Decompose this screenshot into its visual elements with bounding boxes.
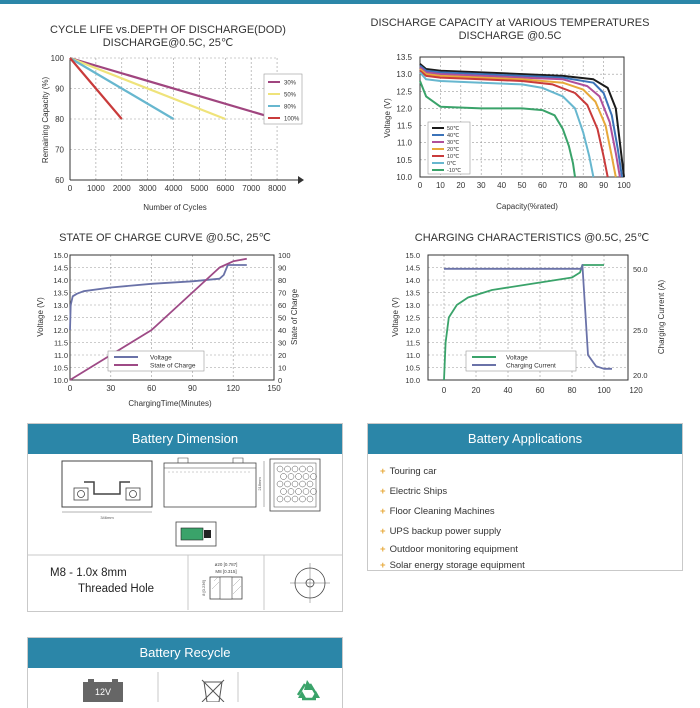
temp-ytick-label: 11.5 [397, 121, 412, 131]
cycle-xtick-label: 4000 [164, 184, 183, 193]
charging-legend-label: Charging Current [506, 362, 556, 370]
charging-ytick-label: 12.5 [405, 313, 420, 323]
cell-vent-circle [296, 489, 302, 495]
cell-vent-circle [277, 481, 283, 487]
cycle-ytick-label: 60 [55, 176, 64, 185]
soc-ytick-label: 12.5 [53, 313, 68, 323]
hole-label-line1: M8 - 1.0x 8mm [50, 567, 127, 579]
soc-xlabel: ChargingTime(Minutes) [128, 399, 212, 408]
temp-xlabel: Capacity(%rated) [496, 202, 558, 211]
soc-xtick-label: 120 [226, 384, 240, 393]
charging-title: CHARGING CHARACTERISTICS @0.5C, 25℃ [414, 232, 650, 244]
soc-y2tick-label: 90 [278, 263, 287, 273]
charging-y2label: Charging Current (A) [657, 279, 666, 355]
soc-ytick-label: 13.0 [53, 301, 68, 310]
temp-xtick-label: 80 [578, 181, 588, 190]
battery-icon-voltage: 12V [94, 687, 112, 697]
application-item: + Outdoor monitoring equipment [380, 544, 518, 555]
cell-vent-circle [300, 496, 306, 502]
dimension-height-text: 218mm [257, 477, 262, 491]
charging-xtick-label: 80 [567, 386, 577, 395]
threaded-hole-label [50, 565, 154, 597]
cycle-legend-label: 50% [284, 92, 297, 99]
temp-ytick-label: 13.5 [396, 53, 412, 62]
cell-vent-circle [303, 474, 309, 480]
cell-vent-circle [311, 474, 317, 480]
soc-y2tick-label: 30 [278, 338, 287, 348]
charging-ytick-label: 10.5 [405, 363, 420, 373]
battery-recycle-title: Battery Recycle [28, 638, 342, 668]
charging-ytick-label: 11.5 [405, 338, 420, 348]
soc-xtick-label: 150 [267, 384, 281, 393]
temp-ylabel: Voltage (V) [383, 98, 392, 138]
charging-y2tick-label: 50.0 [633, 264, 648, 274]
dimension-width-text: 346mm [100, 515, 114, 520]
cycle-legend-label: 100% [284, 116, 300, 123]
temp-legend-label: 50℃ [447, 126, 460, 132]
soc-y2tick-label: 10 [278, 363, 287, 373]
application-item: + Electric Ships [380, 486, 448, 497]
battery-applications-title: Battery Applications [368, 424, 682, 454]
battery-recycle-panel [27, 637, 343, 708]
temp-xtick-label: 70 [558, 181, 568, 190]
soc-ytick-label: 15.0 [53, 251, 68, 260]
application-item: + Touring car [380, 466, 437, 477]
charging-y2tick-label: 25.0 [633, 326, 648, 335]
temp-xtick-label: 60 [537, 181, 547, 190]
hole-dim-outer: ø20 [0.787] [214, 562, 238, 567]
cycle-life-chart [0, 0, 350, 220]
soc-y2tick-label: 50 [278, 313, 287, 323]
soc-ytick-label: 11.0 [53, 351, 68, 360]
soc-y2tick-label: 0 [278, 376, 283, 385]
temp-xtick-label: 90 [599, 181, 609, 190]
cycle-ytick-label: 80 [55, 115, 64, 124]
cell-vent-circle [288, 474, 294, 480]
cell-vent-circle [300, 481, 306, 487]
temp-ytick-label: 10.5 [396, 155, 412, 165]
soc-svg [0, 225, 350, 415]
recycle-icons [28, 668, 342, 702]
temp-xtick-label: 10 [435, 181, 445, 190]
temp-title-1: DISCHARGE CAPACITY at VARIOUS TEMPERATURES [370, 17, 650, 29]
charging-xtick-label: 0 [441, 386, 447, 395]
cycle-xlabel: Number of Cycles [143, 203, 207, 212]
cell-vent-circle [288, 489, 294, 495]
soc-legend-label: Voltage [150, 354, 172, 362]
soc-series-line [70, 265, 247, 330]
cycle-xtick-label: 6000 [216, 184, 235, 193]
cycle-xtick-label: 2000 [112, 184, 131, 193]
temp-xtick-label: 30 [476, 181, 486, 190]
temp-ytick-label: 12.5 [396, 87, 412, 97]
temp-legend-label: 30℃ [447, 140, 460, 146]
cycle-legend-label: 30% [284, 80, 297, 87]
cell-vent-circle [277, 466, 283, 472]
cycle-xtick-label: 5000 [190, 184, 209, 193]
soc-ytick-label: 14.0 [53, 276, 68, 285]
charging-ytick-label: 13.0 [405, 301, 420, 310]
temp-legend-label: 10℃ [447, 154, 460, 160]
application-item: + Floor Cleaning Machines [380, 506, 495, 517]
cycle-title-2: DISCHARGE@0.5C, 25℃ [102, 37, 234, 49]
hole-label-line2: Threaded Hole [78, 583, 155, 595]
cell-vent-circle [307, 496, 313, 502]
battery-applications-panel [367, 423, 683, 571]
plus-icon: + [380, 506, 386, 517]
plus-icon: + [380, 486, 386, 497]
cycle-xtick-label: 1000 [86, 184, 105, 193]
temp-xtick-label: 0 [417, 181, 423, 190]
charging-ytick-label: 15.0 [405, 251, 420, 260]
temp-title-2: DISCHARGE @0.5C [458, 30, 562, 42]
soc-title: STATE OF CHARGE CURVE @0.5C, 25℃ [59, 232, 271, 244]
threaded-hole-section [201, 562, 242, 599]
application-item: + Solar energy storage equipment [380, 560, 525, 571]
soc-ytick-label: 13.5 [53, 288, 68, 298]
soc-xtick-label: 90 [187, 384, 197, 393]
soc-y2tick-label: 60 [278, 301, 287, 310]
temperature-chart [350, 0, 700, 220]
charging-xtick-label: 100 [597, 386, 611, 395]
plus-icon: + [380, 526, 386, 537]
soc-ylabel: Voltage (V) [36, 297, 45, 337]
plus-icon: + [380, 466, 386, 477]
cycle-legend-label: 80% [284, 104, 297, 111]
temp-ytick-label: 13.0 [396, 70, 412, 80]
cell-vent-circle [277, 496, 283, 502]
recycle-icon [298, 680, 320, 699]
soc-ytick-label: 10.0 [53, 376, 68, 385]
temp-legend-label: -10℃ [447, 168, 462, 174]
cycle-life-svg [0, 0, 350, 220]
charging-legend-label: Voltage [506, 354, 528, 362]
cycle-title-1: CYCLE LIFE vs.DEPTH OF DISCHARGE(DOD) [50, 24, 286, 36]
charging-xtick-label: 60 [535, 386, 545, 395]
cell-vent-circle [311, 489, 317, 495]
cell-vent-circle [292, 481, 298, 487]
cell-vent-circle [303, 489, 309, 495]
temp-legend-label: 20℃ [447, 147, 460, 153]
crossed-bin-icon [202, 680, 224, 702]
charging-ylabel: Voltage (V) [391, 297, 400, 337]
soc-chart [0, 225, 350, 415]
cycle-xtick-label: 7000 [242, 184, 261, 193]
battery-icon [83, 679, 123, 702]
temp-xtick-label: 100 [617, 181, 631, 190]
temp-ytick-label: 12.0 [396, 104, 412, 114]
cycle-ylabel: Remaining Capacity (%) [41, 76, 50, 164]
soc-y2tick-label: 40 [278, 326, 287, 335]
soc-y2label: State of Charge [290, 288, 299, 346]
threaded-hole-top-view [290, 563, 330, 603]
plus-icon: + [380, 544, 386, 555]
cycle-xtick-label: 8000 [268, 184, 286, 193]
cell-vent-circle [292, 466, 298, 472]
temp-xtick-label: 50 [517, 181, 527, 190]
cell-vent-circle [307, 481, 313, 487]
cycle-ytick-label: 90 [55, 84, 64, 94]
cell-vent-circle [281, 489, 287, 495]
temp-xtick-label: 20 [456, 181, 466, 190]
soc-xtick-label: 0 [67, 384, 73, 393]
charging-ytick-label: 13.5 [405, 288, 420, 298]
temp-xtick-label: 40 [497, 181, 507, 190]
cell-vent-circle [292, 496, 298, 502]
soc-ytick-label: 12.0 [53, 326, 68, 335]
plus-icon: + [380, 560, 386, 571]
cell-vent-circle [285, 466, 291, 472]
soc-y2tick-label: 70 [278, 288, 287, 298]
temp-legend-label: 40℃ [447, 133, 460, 139]
cell-vent-circle [296, 474, 302, 480]
cell-vent-circle [281, 474, 287, 480]
battery-front-view [62, 461, 152, 520]
battery-side-view [164, 458, 256, 507]
charging-ytick-label: 10.0 [405, 376, 420, 385]
charging-xtick-label: 20 [471, 386, 481, 395]
cycle-xtick-label: 3000 [138, 184, 157, 193]
cell-vent-circle [300, 466, 306, 472]
cycle-ytick-label: 100 [50, 54, 64, 63]
soc-y2tick-label: 100 [278, 251, 291, 260]
temp-ytick-label: 11.0 [397, 138, 412, 148]
charging-ytick-label: 12.0 [405, 326, 420, 335]
cycle-x-arrow [298, 176, 304, 184]
charging-ytick-label: 11.0 [405, 351, 420, 360]
hole-dim-depth: 8 [0.236] [201, 580, 206, 596]
charging-chart [350, 225, 700, 415]
hole-dim-thread: M8 [0.315] [215, 569, 237, 574]
charging-xtick-label: 40 [503, 386, 513, 395]
cycle-xtick-label: 0 [67, 184, 73, 193]
soc-xtick-label: 60 [147, 384, 157, 393]
terminal-view [176, 522, 216, 546]
charging-svg [350, 225, 700, 415]
soc-ytick-label: 14.5 [53, 263, 68, 273]
soc-xtick-label: 30 [106, 384, 116, 393]
soc-y2tick-label: 80 [278, 276, 287, 285]
charging-xtick-label: 120 [629, 386, 643, 395]
temp-legend-label: 0℃ [447, 161, 457, 167]
soc-y2tick-label: 20 [278, 351, 287, 360]
charging-ytick-label: 14.0 [405, 276, 420, 285]
soc-ytick-label: 11.5 [53, 338, 68, 348]
battery-top-view [257, 459, 320, 511]
applications-list [368, 454, 682, 574]
battery-dimension-title: Battery Dimension [28, 424, 342, 454]
soc-ytick-label: 10.5 [53, 363, 68, 373]
temperature-svg [350, 0, 700, 220]
cell-vent-circle [285, 481, 291, 487]
cell-vent-circle [307, 466, 313, 472]
charging-ytick-label: 14.5 [405, 263, 420, 273]
charging-y2tick-label: 20.0 [633, 371, 648, 380]
application-item: + UPS backup power supply [380, 526, 501, 537]
temp-ytick-label: 10.0 [396, 173, 412, 182]
soc-legend-label: State of Charge [150, 362, 196, 370]
cycle-ytick-label: 70 [55, 145, 64, 155]
cell-vent-circle [285, 496, 291, 502]
